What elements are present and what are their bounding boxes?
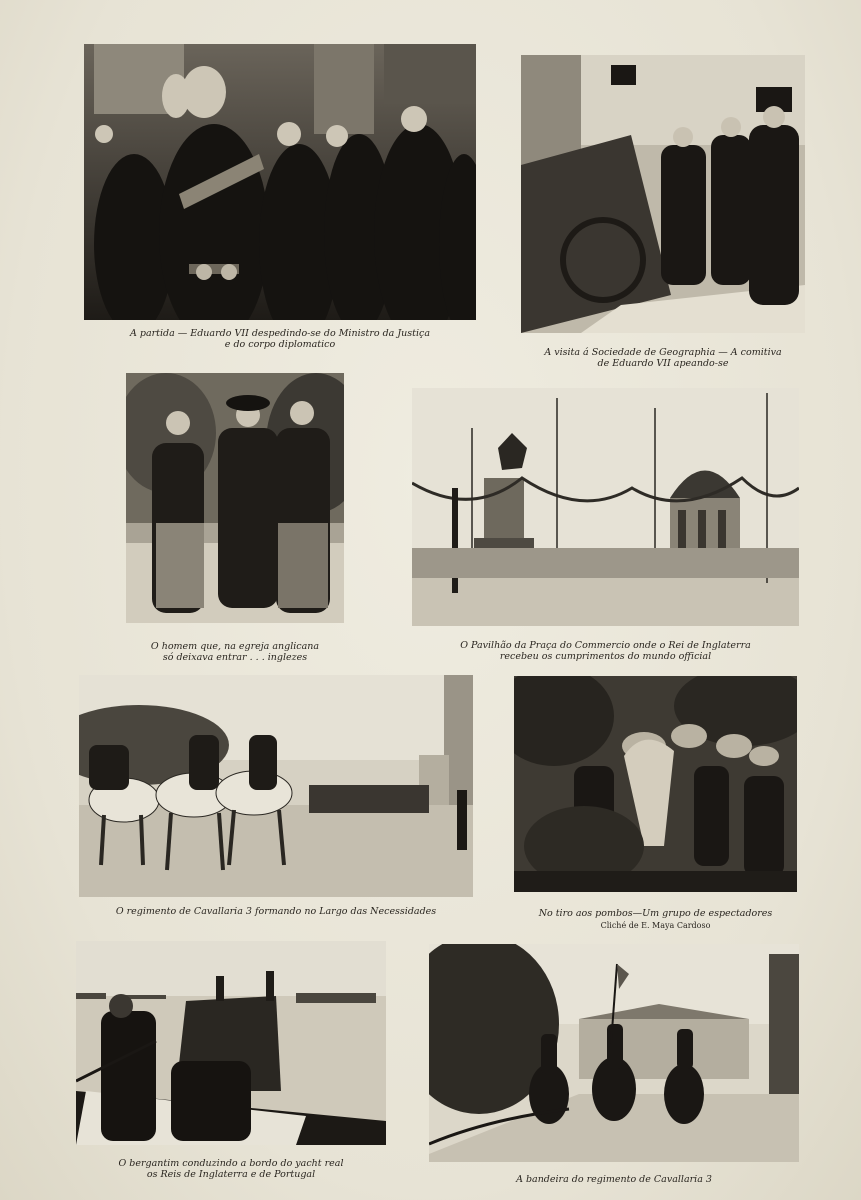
caption-brigantine-line1: O bergantim conduzindo a bordo do yacht real [118, 1158, 344, 1169]
caption-geography-line1: A visita á Sociedade de Geographia — A comitiva [544, 347, 782, 358]
photo-brigantine [76, 941, 386, 1145]
caption-geography-society [521, 347, 805, 369]
photo-cavalry-flag [429, 944, 799, 1162]
caption-anglican-church [126, 641, 344, 663]
caption-pigeon-shooting [514, 908, 797, 919]
caption-pigeon-line1: No tiro aos pombos—Um grupo de espectadores [538, 908, 773, 919]
photo-credit-pigeon-shooting: Cliché de E. Maya Cardoso [600, 921, 711, 930]
caption-cavalry-necessidades-line1: O regimento de Cavallaria 3 formando no Largo das Necessidades [115, 906, 437, 917]
photo-anglican-church [126, 373, 344, 623]
caption-anglican-line2: só deixava entrar . . . inglezes [162, 652, 308, 663]
caption-anglican-line1: O homem que, na egreja anglicana [150, 641, 320, 652]
caption-geography-line2: de Eduardo VII apeando-se [597, 358, 729, 369]
photo-commerce-pavilion [412, 388, 799, 626]
caption-cavalry-necessidades [79, 906, 473, 917]
caption-commerce-line2: recebeu os cumprimentos do mundo official [499, 651, 712, 662]
caption-commerce-line1: O Pavilhão da Praça do Commercio onde o Rei de Inglaterra [460, 640, 751, 651]
caption-cavalry-flag-line1: A bandeira do regimento de Cavallaria 3 [516, 1174, 712, 1185]
caption-cavalry-flag [429, 1174, 799, 1185]
caption-departure [84, 328, 476, 350]
photo-geography-society [521, 55, 805, 333]
caption-brigantine-line2: os Reis de Inglaterra e de Portugal [146, 1169, 316, 1180]
caption-departure-line2: e do corpo diplomatico [224, 339, 336, 350]
caption-commerce-pavilion [412, 640, 799, 662]
caption-brigantine [76, 1158, 386, 1180]
photo-cavalry-necessidades [79, 675, 473, 897]
photo-departure [84, 44, 476, 320]
photo-pigeon-shooting [514, 676, 797, 892]
caption-departure-line1: A partida — Eduardo VII despedindo-se do Ministro da Justiça [129, 328, 431, 339]
